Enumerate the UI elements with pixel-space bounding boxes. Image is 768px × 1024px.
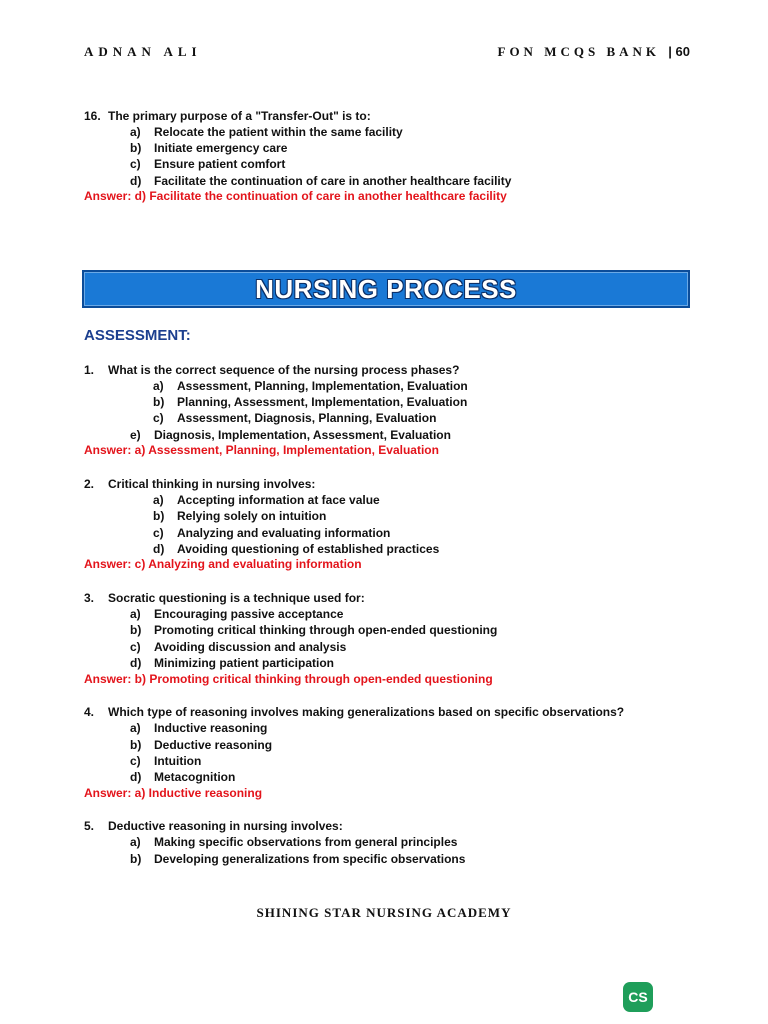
option: c) Intuition (130, 754, 202, 768)
question-text: Which type of reasoning involves making generalizations based on specific observations? (108, 705, 625, 719)
option: b) Initiate emergency care (130, 141, 288, 155)
option: e) Diagnosis, Implementation, Assessment, Evaluation (130, 428, 451, 442)
camscanner-logo-icon: CS (623, 982, 653, 1012)
page-footer: SHINING STAR NURSING ACADEMY (256, 905, 512, 920)
section-heading: ASSESSMENT: (84, 327, 191, 344)
question-number: 5. (84, 819, 95, 833)
question-text: Socratic questioning is a technique used for: (108, 591, 365, 605)
section-banner (82, 270, 690, 308)
banner-title: NURSING PROCESS (255, 274, 517, 304)
option: d) Avoiding questioning of established practices (153, 542, 440, 556)
option: b) Promoting critical thinking through open-ended questioning (130, 623, 498, 637)
question-1 (84, 362, 459, 379)
question-number: 3. (84, 591, 95, 605)
answer-text: Answer: b) Promoting critical thinking through open-ended questioning (84, 672, 493, 686)
option: d) Metacognition (130, 770, 236, 784)
question-number: 1. (84, 363, 95, 377)
question-text: Deductive reasoning in nursing involves: (108, 819, 343, 833)
option: d) Minimizing patient participation (130, 656, 334, 670)
page-header (84, 44, 690, 64)
option: a) Making specific observations from general principles (130, 835, 458, 849)
option: d) Facilitate the continuation of care in another healthcare facility (130, 174, 512, 188)
question-number: 16. (84, 109, 101, 123)
answer-text: Answer: d) Facilitate the continuation of care in another healthcare facility (84, 189, 507, 203)
option: b) Deductive reasoning (130, 738, 273, 752)
option: a) Assessment, Planning, Implementation, Evaluation (153, 379, 468, 393)
option: a) Accepting information at face value (153, 493, 380, 507)
option: c) Avoiding discussion and analysis (130, 640, 347, 654)
question-4 (84, 704, 624, 721)
header-book-title: FON MCQS BANK (497, 44, 660, 59)
option: a) Relocate the patient within the same facility (130, 125, 403, 139)
option: a) Encouraging passive acceptance (130, 607, 344, 621)
option: c) Ensure patient comfort (130, 157, 286, 171)
question-2 (84, 476, 315, 493)
option: a) Inductive reasoning (130, 721, 268, 735)
option: b) Planning, Assessment, Implementation, Evaluation (153, 395, 468, 409)
page-number: | 60 (668, 44, 690, 59)
question-3 (84, 590, 365, 607)
option: c) Analyzing and evaluating information (153, 526, 391, 540)
question-number: 4. (84, 705, 95, 719)
answer-text: Answer: a) Assessment, Planning, Implementation, Evaluation (84, 443, 439, 457)
option: b) Developing generalizations from specific observations (130, 852, 466, 866)
question-number: 2. (84, 477, 95, 491)
question-text: What is the correct sequence of the nursing process phases? (108, 363, 460, 377)
question-5 (84, 818, 343, 835)
header-author: ADNAN ALI (84, 44, 202, 59)
question-text: Critical thinking in nursing involves: (108, 477, 316, 491)
option: b) Relying solely on intuition (153, 509, 327, 523)
question-16 (84, 108, 371, 125)
answer-text: Answer: a) Inductive reasoning (84, 786, 263, 800)
answer-text: Answer: c) Analyzing and evaluating information (84, 557, 362, 571)
question-text: The primary purpose of a "Transfer-Out" is to: (108, 109, 371, 123)
option: c) Assessment, Diagnosis, Planning, Evaluation (153, 411, 437, 425)
